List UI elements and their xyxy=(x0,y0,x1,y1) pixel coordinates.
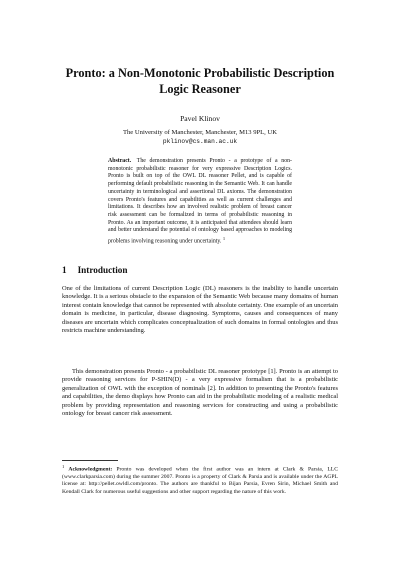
abstract-footnote-mark: 1 xyxy=(222,236,226,242)
section-number: 1 xyxy=(62,265,67,275)
author-affiliation: The University of Manchester, Manchester, M13 9PL, UK xyxy=(122,129,278,136)
author-email: pklinov@cs.man.ac.uk xyxy=(162,138,238,145)
paper-title: Pronto: a Non-Monotonic Probabilistic Description Logic Reasoner xyxy=(65,66,335,96)
footnote xyxy=(62,463,338,496)
intro-paragraph-2: This demonstration presents Pronto - a probabilistic DL reasoner prototype [1]. Pronto is an attempt to provide reasoning services for P-SHIN(D) - a very expressive formalism that is a probabilistic generalization of OWL with the exception of nominals [2]. In addition to presenting the Pronto's features and capabilities, the demo displays how Pronto can aid in the probabilistic modeling of a realistic medical problem by providing representation and reasoning services for constructing and using a probabilistic ontology for breast cancer risk assessment. xyxy=(62,368,338,418)
author-name: Pavel Klinov xyxy=(180,114,220,123)
section-title: Introduction xyxy=(77,265,128,275)
section-heading xyxy=(62,264,127,276)
abstract-text: The demonstration presents Pronto - a prototype of a non-monotonic probabilistic reasoner for very expressive Description Logics. Pronto is built on top of the OWL DL reasoner Pellet, and is capable of performing default probabilistic reasoning in the Semantic Web. It can handle uncertainty in terminological and assertional DL axioms. The demonstration covers Pronto's features and capabilities as well as current challenges and limitations. It describes how an involved realistic problem of breast cancer risk assessment can be formalized in terms of probabilistic reasoning in Pronto. As an important outcome, it is anticipated that attendees should learn and better understand the potential of ontology based approaches to modeling problems involving reasoning under uncertainty. xyxy=(108,158,292,245)
footnote-label: Acknowledgment: xyxy=(68,466,113,473)
abstract xyxy=(108,158,292,246)
intro-paragraph-1: One of the limitations of current Description Logic (DL) reasoners is the inability to handle uncertain knowledge. It is a serious obstacle to the expansion of the Semantic Web because many domains of human interest contain knowledge that cannot be represented with absolute certainty. One example of an uncertain domain is medicine, in particular, disease diagnosing. Symptoms, causes and consequences of many diseases are uncertain which complicates conceptualization of such domains in formal ontologies and thus restricts machine understanding. xyxy=(62,285,338,335)
footnote-mark: 1 xyxy=(62,464,65,469)
footnote-text: Pronto was developed when the first author was an intern at Clark & Parsia, LLC (www.clarkparsia.com) during the summer 2007. Pronto is a property of Clark & Parsia and is available under the AGPL license at: http://pellet.owldl.com/pronto. The authors are thankful to Bijan Parsia, Evren Sirin, Michael Smith and Kendall Clark for numerous useful suggestions and other support regarding the nature of this work. xyxy=(62,466,338,495)
abstract-label: Abstract. xyxy=(108,158,132,164)
footnote-separator xyxy=(62,460,118,461)
